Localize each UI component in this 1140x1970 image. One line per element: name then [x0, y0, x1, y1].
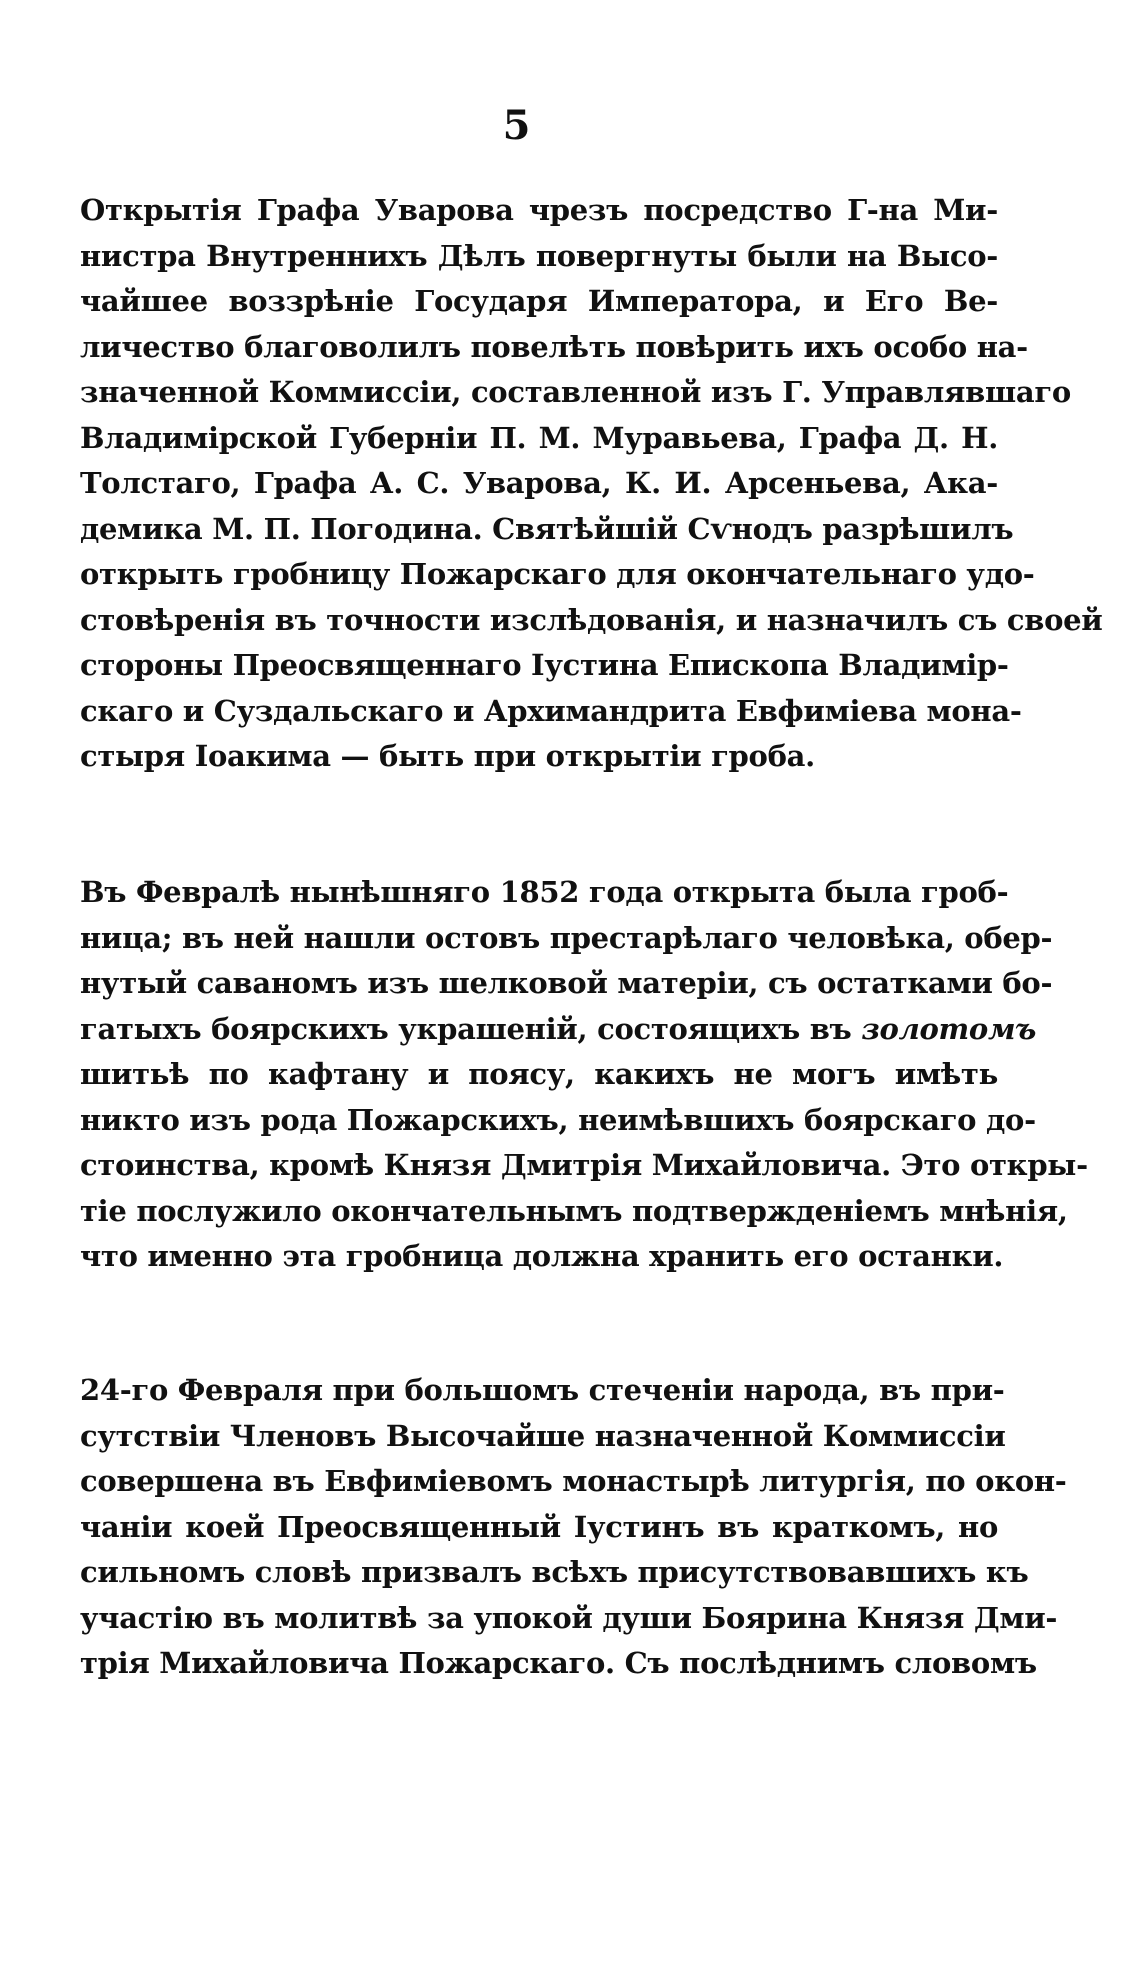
text-line: стыря Іоакима — быть при открытіи гроба. [80, 739, 815, 773]
text-line-with-italic [80, 1007, 1037, 1053]
text-line: нутый саваномъ изъ шелковой матеріи, съ остатками бо- [80, 966, 1053, 1000]
text-line: трія Михайловича Пожарскаго. Съ послѣднимъ словомъ [80, 1646, 1037, 1680]
text-line: ница; въ ней нашли остовъ престарѣлаго человѣка, обер- [80, 920, 1053, 955]
paragraph-2 [80, 870, 1088, 1280]
text-line: стороны Преосвященнаго Іустина Епископа Владимір- [80, 648, 1009, 682]
text-line: Толстаго, Графа А. С. Уварова, К. И. Арсеньева, Ака- [80, 466, 998, 500]
text-line: чаніи коей Преосвященный Іустинъ въ краткомъ, но [80, 1509, 998, 1544]
text-line: демика М. П. Погодина. Святѣйшій Сѵнодъ разрѣшилъ [80, 511, 1014, 546]
text-line: значенной Коммиссіи, составленной изъ Г. Управлявшаго [80, 375, 1071, 409]
paragraph-3 [80, 1368, 1067, 1687]
page-number: 5 [502, 102, 531, 149]
text-line: шитьѣ по кафтану и поясу, какихъ не могъ имѣть [80, 1057, 998, 1091]
text-line: что именно эта гробница должна хранить его останки. [80, 1239, 1004, 1273]
text-line: тіе послужило окончательнымъ подтвержденіемъ мнѣнія, [80, 1193, 1068, 1228]
text-line: сильномъ словѣ призвалъ всѣхъ присутствовавшихъ къ [80, 1555, 1029, 1589]
text-line: Владимірской Губерніи П. М. Муравьева, Графа Д. Н. [80, 420, 998, 455]
text-line: скаго и Суздальскаго и Архимандрита Евфиміева мона- [80, 693, 1022, 728]
text-line: сутствіи Членовъ Высочайше назначенной Коммиссіи [80, 1418, 1006, 1453]
text-line: чайшее воззрѣніе Государя Императора, и Его Ве- [80, 284, 998, 318]
text-line: открыть гробницу Пожарскаго для окончательнаго удо- [80, 557, 1035, 591]
text-line: стоинства, кромѣ Князя Дмитрія Михайловича. Это откры- [80, 1148, 1088, 1182]
italic-word: золотомъ [861, 1011, 1037, 1046]
text-line: Открытія Графа Уварова чрезъ посредство Г-на Ми- [80, 193, 998, 227]
text-line: никто изъ рода Пожарскихъ, неимѣвшихъ боярскаго до- [80, 1102, 1036, 1137]
text-line: личество благоволилъ повелѣть повѣрить ихъ особо на- [80, 329, 1028, 364]
text-segment: гатыхъ боярскихъ украшеній, состоящихъ въ [80, 1011, 852, 1046]
text-line: нистра Внутреннихъ Дѣлъ повергнуты были на Высо- [80, 238, 998, 273]
paragraph-1 [80, 188, 1103, 780]
text-line: совершена въ Евфиміевомъ монастырѣ литургія, по окон- [80, 1464, 1067, 1498]
text-line: Въ Февралѣ нынѣшняго 1852 года открыта была гроб- [80, 875, 1009, 909]
text-line: участію въ молитвѣ за упокой души Боярина Князя Дми- [80, 1600, 1058, 1635]
text-line: стовѣренія въ точности изслѣдованія, и назначилъ съ своей [80, 602, 1103, 637]
text-line: 24-го Февраля при большомъ стеченіи народа, въ при- [80, 1373, 1005, 1407]
